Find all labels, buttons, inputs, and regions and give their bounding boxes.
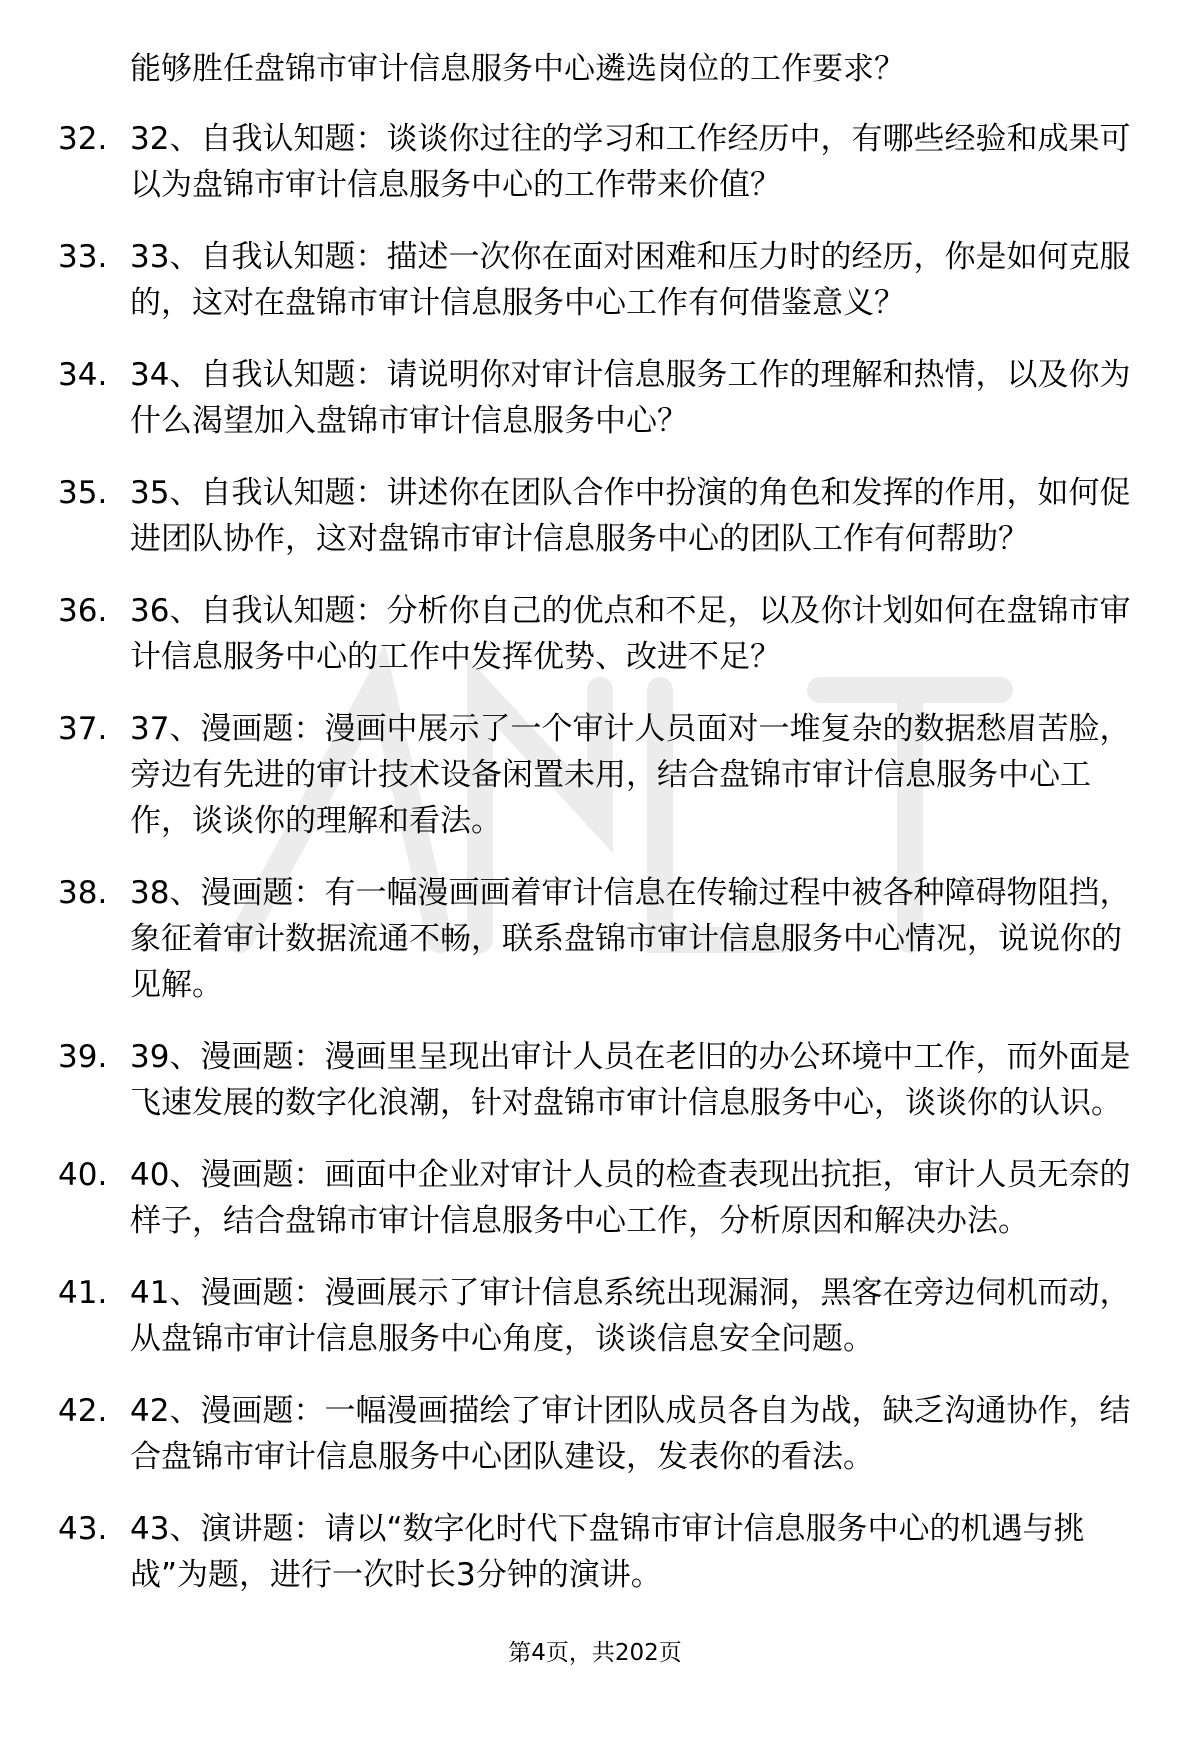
question-text: 36、自我认知题：分析你自己的优点和不足，以及你计划如何在盘锦市审计信息服务中心的工作中发挥优势、改进不足？	[130, 593, 1131, 675]
question-item	[0, 1388, 1190, 1480]
question-text: 38、漫画题：有一幅漫画画着审计信息在传输过程中被各种障碍物阻挡，象征着审计数据流通不畅，联系盘锦市审计信息服务中心情况，说说你的见解。	[130, 875, 1131, 1003]
question-item	[0, 588, 1190, 680]
question-number: 43.	[58, 1511, 108, 1547]
question-item	[0, 234, 1190, 326]
question-text: 39、漫画题：漫画里呈现出审计人员在老旧的办公环境中工作，而外面是飞速发展的数字化浪潮，针对盘锦市审计信息服务中心，谈谈你的认识。	[130, 1039, 1131, 1121]
question-item	[0, 470, 1190, 562]
question-number: 33.	[58, 239, 108, 275]
question-number: 41.	[58, 1275, 108, 1311]
question-text: 34、自我认知题：请说明你对审计信息服务工作的理解和热情，以及你为什么渴望加入盘锦市审计信息服务中心？	[130, 357, 1131, 439]
continuation-text: 能够胜任盘锦市审计信息服务中心遴选岗位的工作要求？	[130, 51, 905, 87]
question-item	[0, 1034, 1190, 1126]
question-number: 35.	[58, 475, 108, 511]
question-number: 37.	[58, 711, 108, 747]
question-text: 35、自我认知题：讲述你在团队合作中扮演的角色和发挥的作用，如何促进团队协作，这对盘锦市审计信息服务中心的团队工作有何帮助？	[130, 475, 1131, 557]
question-number: 39.	[58, 1039, 108, 1075]
page-number: 第4页，共202页	[508, 1640, 682, 1666]
question-item	[0, 116, 1190, 208]
question-number: 38.	[58, 875, 108, 911]
question-item	[0, 706, 1190, 844]
question-text: 37、漫画题：漫画中展示了一个审计人员面对一堆复杂的数据愁眉苦脸，旁边有先进的审计技术设备闲置未用，结合盘锦市审计信息服务中心工作，谈谈你的理解和看法。	[130, 711, 1131, 839]
question-item	[0, 1506, 1190, 1598]
question-text: 40、漫画题：画面中企业对审计人员的检查表现出抗拒，审计人员无奈的样子，结合盘锦市审计信息服务中心工作，分析原因和解决办法。	[130, 1157, 1131, 1239]
question-text: 42、漫画题：一幅漫画描绘了审计团队成员各自为战，缺乏沟通协作，结合盘锦市审计信息服务中心团队建设，发表你的看法。	[130, 1393, 1131, 1475]
question-number: 36.	[58, 593, 108, 629]
question-item	[0, 870, 1190, 1008]
question-number: 40.	[58, 1157, 108, 1193]
question-number: 42.	[58, 1393, 108, 1429]
question-text: 32、自我认知题：谈谈你过往的学习和工作经历中，有哪些经验和成果可以为盘锦市审计信息服务中心的工作带来价值？	[130, 121, 1131, 203]
question-text: 33、自我认知题：描述一次你在面对困难和压力时的经历，你是如何克服的，这对在盘锦市审计信息服务中心工作有何借鉴意义？	[130, 239, 1131, 321]
question-number: 32.	[58, 121, 108, 157]
question-text: 43、演讲题：请以“数字化时代下盘锦市审计信息服务中心的机遇与挑战”为题，进行一次时长3分钟的演讲。	[130, 1511, 1085, 1593]
question-item	[0, 1152, 1190, 1244]
question-item	[0, 1270, 1190, 1362]
question-list	[0, 92, 1190, 1598]
question-item	[0, 352, 1190, 444]
question-text: 41、漫画题：漫画展示了审计信息系统出现漏洞，黑客在旁边伺机而动，从盘锦市审计信息服务中心角度，谈谈信息安全问题。	[130, 1275, 1131, 1357]
question-number: 34.	[58, 357, 108, 393]
